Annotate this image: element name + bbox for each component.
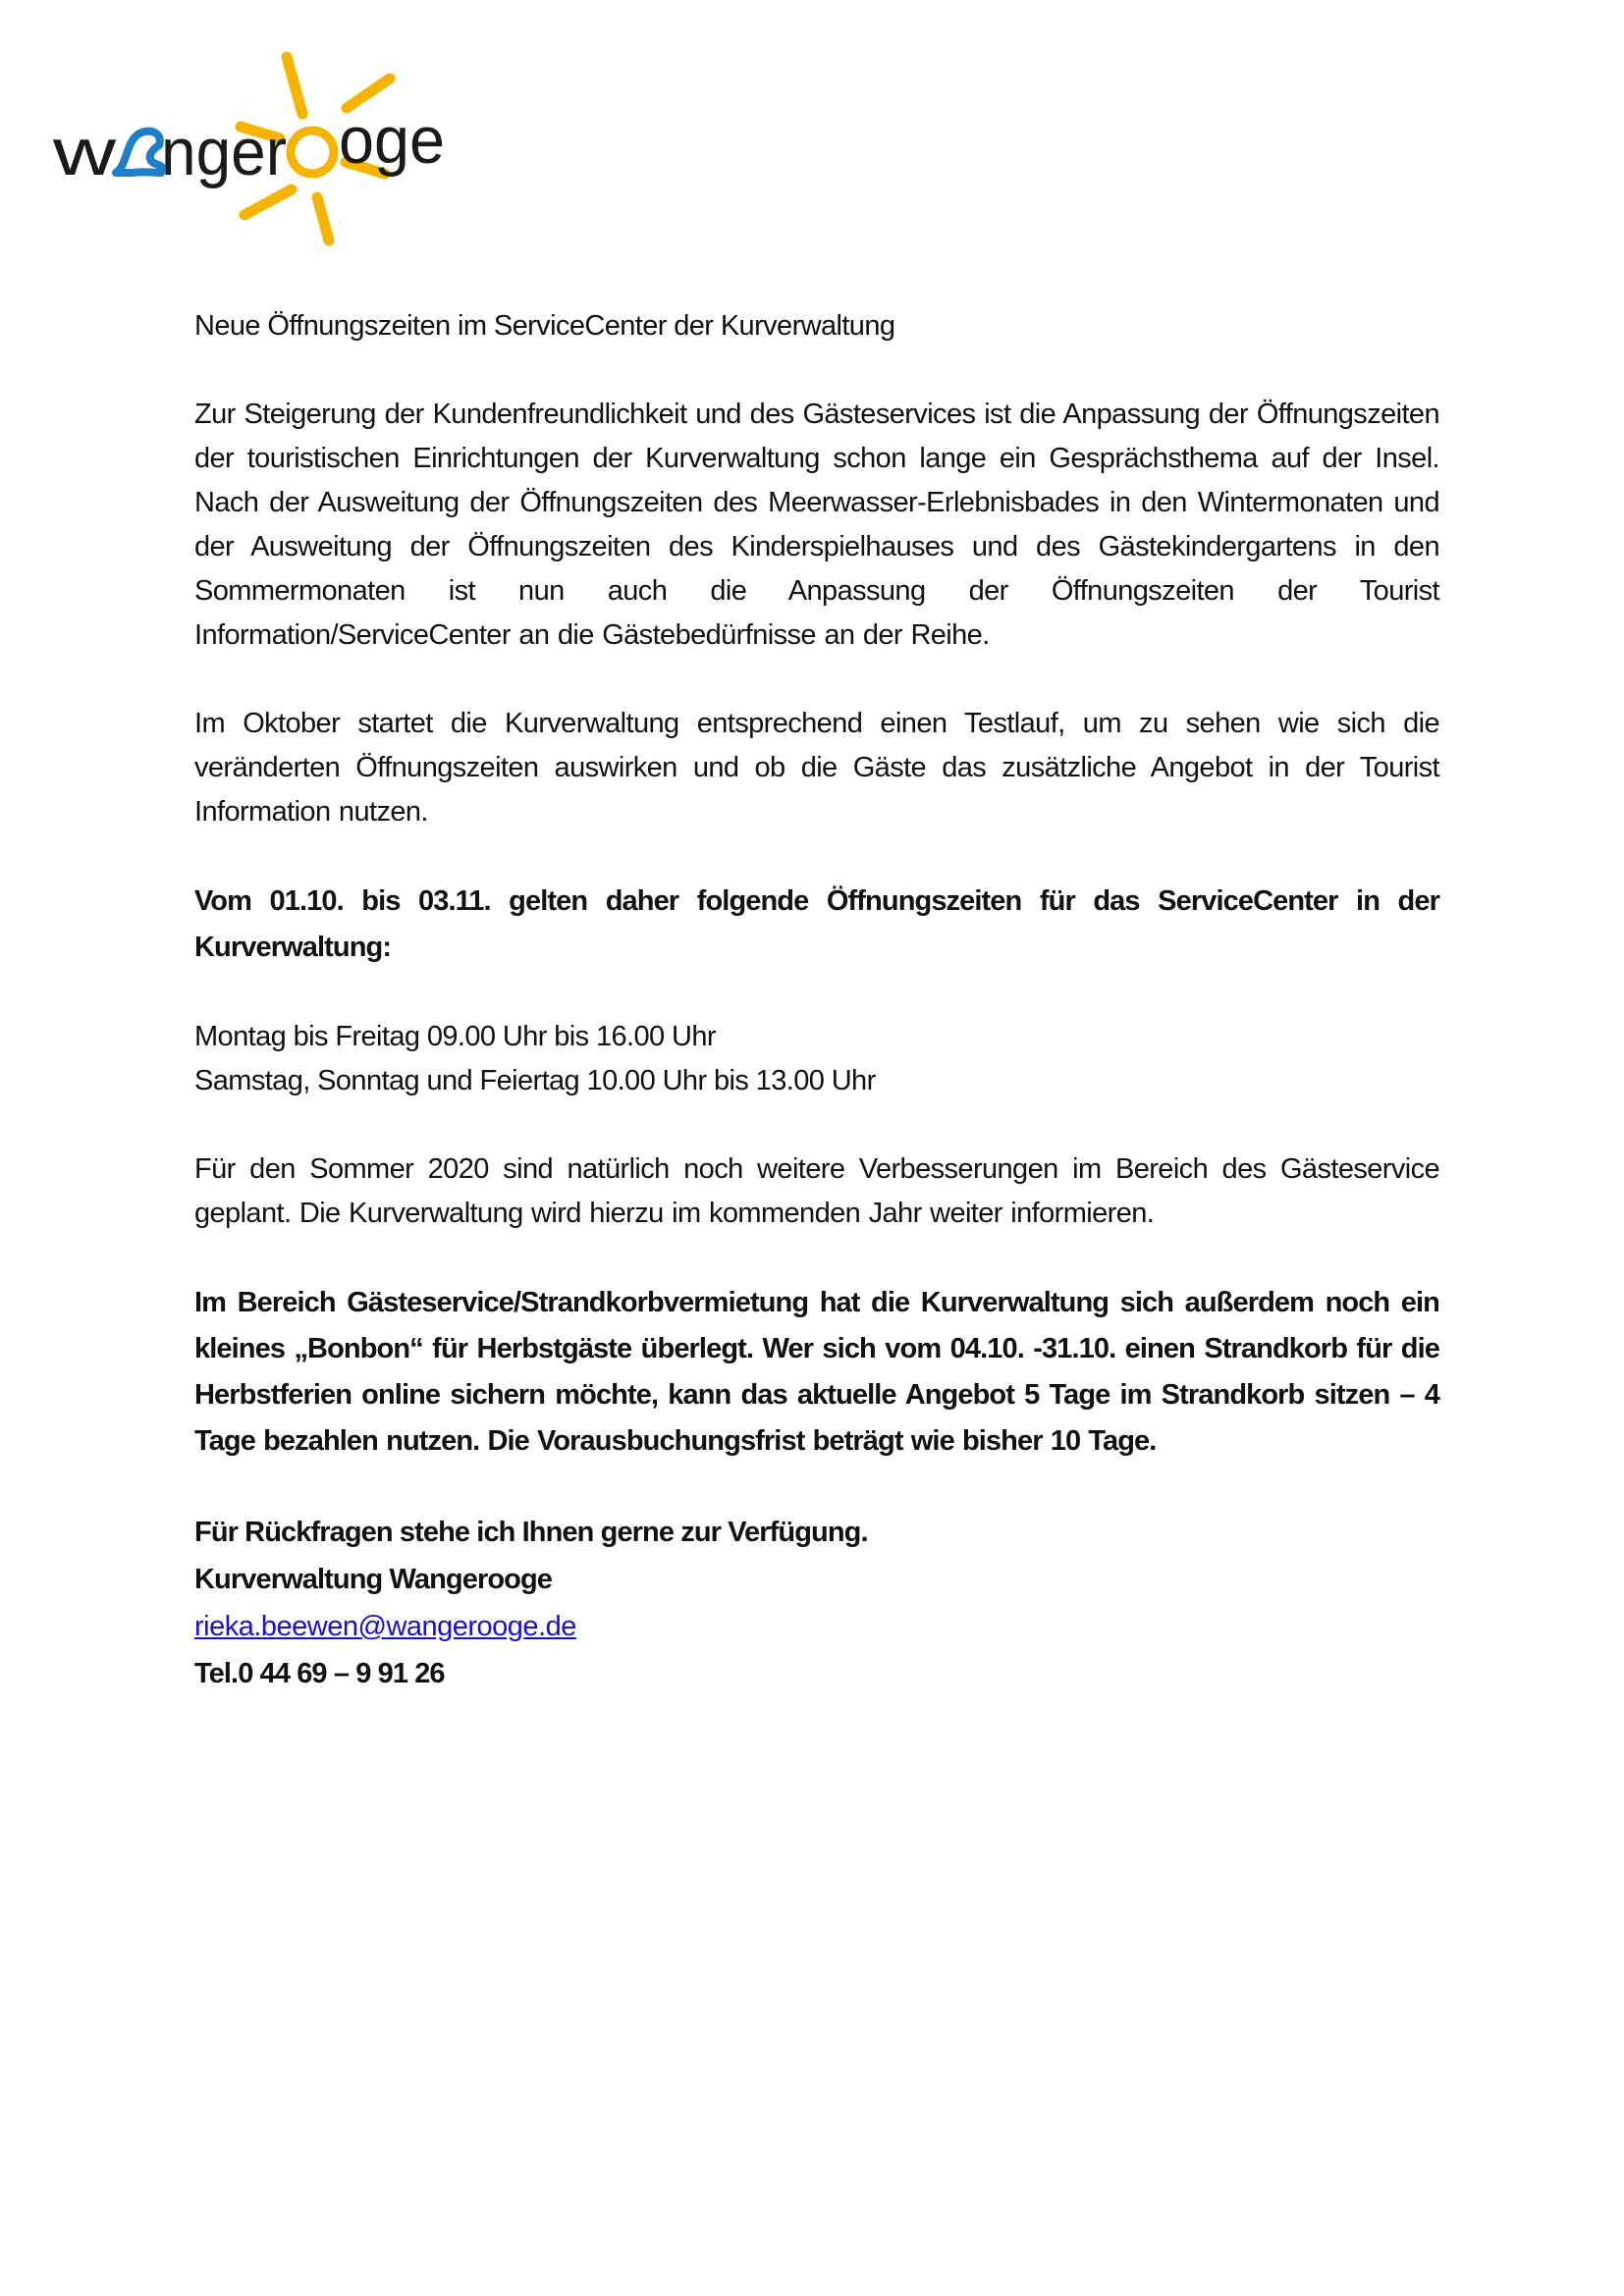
contact-phone: Tel.0 44 69 – 9 91 26 xyxy=(194,1658,445,1689)
testrun-paragraph: Im Oktober startet die Kurverwaltung entsprechend einen Testlauf, um zu sehen wie sich die veränderten Öffnungszeiten auswirken und ob die Gäste das zusätzliche Angebot in der Tourist Information nutzen. xyxy=(194,708,1439,828)
opening-hours-list xyxy=(194,1015,1439,1103)
contact-closing: Für Rückfragen stehe ich Ihnen gerne zur Verfügung. xyxy=(194,1517,868,1548)
logo-letter-w: w xyxy=(51,115,118,189)
wangerooge-logo xyxy=(51,47,503,249)
logo-letters-oge: oge xyxy=(339,103,445,178)
hours-weekdays: Montag bis Freitag 09.00 Uhr bis 16.00 Uhr xyxy=(194,1021,716,1052)
document-title: Neue Öffnungszeiten im ServiceCenter der Kurverwaltung xyxy=(194,310,895,342)
document-body xyxy=(194,304,1439,1697)
wave-icon xyxy=(116,132,162,173)
hours-intro: Vom 01.10. bis 03.11. gelten daher folgende Öffnungszeiten für das ServiceCenter in der Kurverwaltung: xyxy=(194,885,1439,963)
beach-chair-offer: Im Bereich Gästeservice/Strandkorbvermietung hat die Kurverwaltung sich außerdem noch ein kleines „Bonbon“ für Herbstgäste überlegt. Wer sich vom 04.10. -31.10. einen Strandkorb für die Herbstferien online sichern möchte, kann das aktuelle Angebot 5 Tage im Strandkorb sitzen – 4 Tage bezahlen nutzen. Die Vorausbuchungsfrist beträgt wie bisher 10 Tage. xyxy=(194,1287,1439,1457)
contact-organization: Kurverwaltung Wangerooge xyxy=(194,1564,553,1595)
contact-block xyxy=(194,1509,1439,1697)
logo-letters-nger: nger xyxy=(161,115,287,189)
contact-email-link[interactable]: rieka.beewen@wangerooge.de xyxy=(194,1611,576,1642)
intro-paragraph: Zur Steigerung der Kundenfreundlichkeit und des Gästeservices ist die Anpassung der Öffnungszeiten der touristischen Einrichtungen der Kurverwaltung schon lange ein Gesprächsthema auf der Insel. Nach der Ausweitung der Öffnungszeiten des Meerwasser-Erlebnisbades in den Wintermonaten und der Ausweitung der Öffnungszeiten des Kinderspielhauses und des Gästekindergartens in den Sommermonaten ist nun auch die Anpassung der Öffnungszeiten der Tourist Information/ServiceCenter an die Gästebedürfnisse an der Reihe. xyxy=(194,399,1439,651)
summer-note: Für den Sommer 2020 sind natürlich noch weitere Verbesserungen im Bereich des Gästeservice geplant. Die Kurverwaltung wird hierzu im kommenden Jahr weiter informieren. xyxy=(194,1153,1439,1229)
logo-graphic xyxy=(51,47,503,249)
hours-weekend: Samstag, Sonntag und Feiertag 10.00 Uhr bis 13.00 Uhr xyxy=(194,1065,876,1096)
logo-wordmark xyxy=(52,103,445,189)
